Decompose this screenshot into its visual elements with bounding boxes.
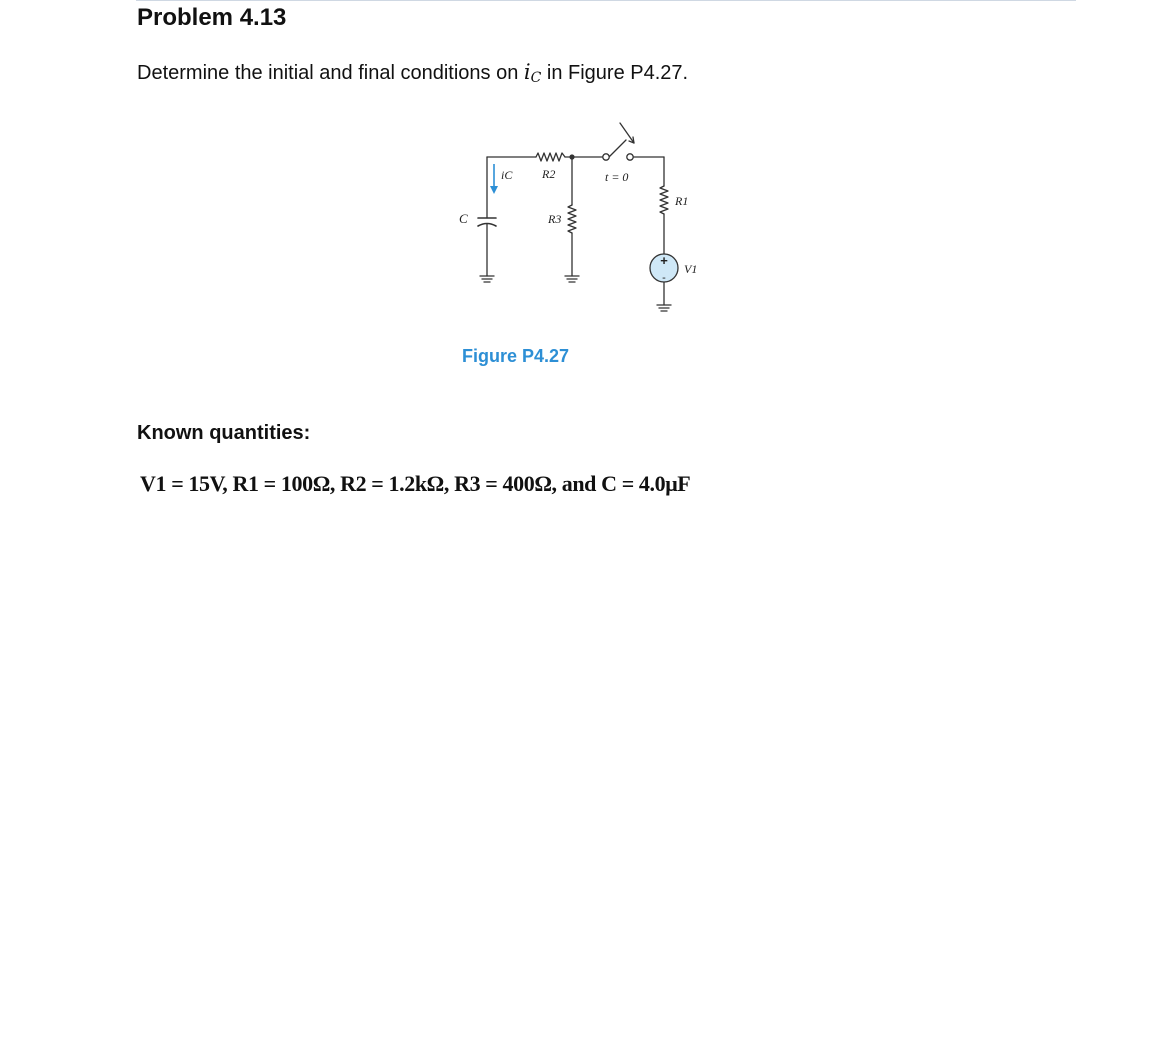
resistor-r2 (536, 153, 565, 161)
switch-terminal-left (603, 154, 609, 160)
switch-terminal-right (627, 154, 633, 160)
prompt-text-before: Determine the initial and final conditions on (137, 62, 524, 84)
ground-left (480, 276, 494, 282)
label-v1: V1 (684, 262, 698, 276)
label-ic: iC (501, 168, 513, 182)
figure-caption: Figure P4.27 (462, 346, 570, 366)
prompt-symbol-subscript: C (530, 70, 542, 86)
problem-prompt (137, 60, 688, 90)
ground-middle (565, 276, 579, 282)
ground-right (657, 305, 671, 311)
source-minus-sign: - (662, 272, 666, 284)
switch-arrow-shaft (620, 123, 634, 143)
resistor-r3 (568, 205, 576, 233)
known-quantities-heading: Known quantities: (137, 422, 311, 444)
current-arrow-head (490, 186, 498, 194)
prompt-text-after: in Figure P4.27. (541, 62, 689, 84)
top-divider (136, 0, 1076, 1)
label-r3: R3 (548, 212, 562, 226)
label-c: C (459, 211, 468, 226)
known-quantities-values: V1 = 15V, R1 = 100Ω, R2 = 1.2kΩ, R3 = 400Ω, and C = 4.0μF (140, 471, 691, 496)
label-switch-time: t = 0 (605, 170, 629, 184)
source-plus-sign: + (660, 253, 668, 268)
prompt-symbol-i: i (523, 60, 531, 84)
label-r1: R1 (675, 194, 689, 208)
prompt-current-symbol (524, 60, 541, 84)
circuit-diagram (455, 112, 698, 322)
junction-node (569, 154, 574, 159)
switch-arm (609, 140, 626, 157)
problem-title: Problem 4.13 (137, 4, 287, 31)
label-r2: R2 (542, 167, 556, 181)
resistor-r1 (660, 186, 668, 214)
